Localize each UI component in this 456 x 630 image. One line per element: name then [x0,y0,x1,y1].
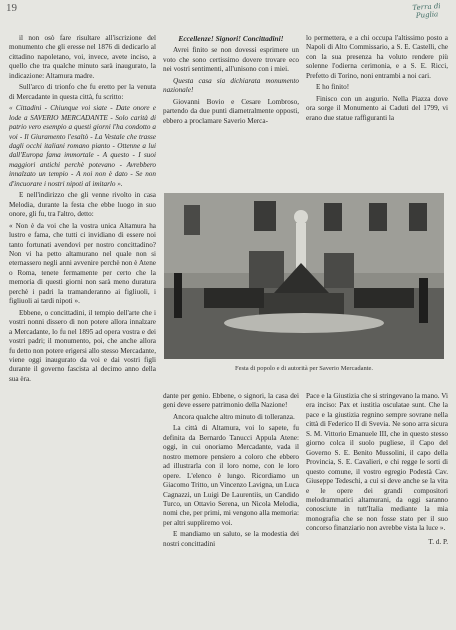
column-2 [163,34,299,126]
paragraph: La città di Altamura, voi lo sapete, fu definita da Bernardo Tanucci Appula Atene: oggi, in cui onoriamo Mercadante, vada il nostro memore pensiero a coloro che ebbero ad illustrarla con il loro nome, con le loro opere. L'elenco è lungo. Ricordiamo un Giacomo Tritto, un Vincenzo Lavigna, un Luca Cagnazzi, un Luigi De Laurentiis, un Candido Turco, un Ottavio Serena, un Nicola Melodia, nomi che, per primi, mi vengono alla memoria: per altri suppliremo voi. [163,424,299,527]
paragraph: E nell'indirizzo che gli venne rivolto in casa Melodia, durante la festa che ebbe luogo in suo onore, gli fu, tra l'altro, detto: [9,191,156,219]
column-2-lower [163,392,299,549]
paragraph: il non osò fare risultare all'iscrizione del monumento che gli eresse nel 1876 di dedicarlo al cittadino napoletano, voi, invece, avete inciso, a quello che tra qualche minuto sarà inaugurato, la indicazione: Altamura madre. [9,34,156,80]
column-1 [9,34,156,384]
paragraph: dante per genio. Ebbene, o signori, la casa dei geni deve essere patrimonio della Nazione! [163,392,299,410]
paragraph: Ancora qualche altro minuto di tolleranza. [173,412,295,421]
paragraph: Pace e la Giustizia che si stringevano la mano. Vi era inciso: Pax et iustitia osculatae sunt. Che la pace e la giustizia regnino sempre sovrane nella città di Federico II di Svevia. Ne sono arra sicura S. M. Vittorio Emanuele III, che in questo stesso giorno colca il suolo pugliese, il Capo del Governo S. E. Benito Mussolini, il capo della Provincia, S. E. Cavalieri, e chi regge le sorti di questo comune, il vostro egregio Podestà Cav. Giuseppe Tedeschi, a cui si deve anche se la vita e le opere dei grandi compositori melodrammatici altamurani, da oggi saranno conosciute in tutt'Italia mediante la mia monografia che se non fosse stato per il suo concorso finanziario non avrebbe vista la luce ». [306,392,448,533]
library-stamp: Terra di Puglia [412,2,441,20]
column-3 [306,34,448,123]
signature: T. d. P. [428,537,448,546]
photo-caption: Festa di popolo e di autorità per Saverio Mercadante. [234,365,374,372]
paragraph: Sull'arco di trionfo che fu eretto per la venuta di Mercadante in questa città, fu scritto: [9,83,156,101]
paragraph: E ho finito! [316,83,350,92]
paragraph: Giovanni Bovio e Cesare Lombroso, partendo da due punti diametralmente opposti, ebbero a proclamare Saverio Merca- [163,97,299,125]
paragraph: Finisco con un augurio. Nella Piazza dove ora sorge il Monumento ai Caduti del 1799, vi erano due statue raffiguranti la [306,94,448,122]
section-heading: Eccellenze! Signori! Concittadini! [178,34,284,43]
paragraph: « Cittadini - Chiunque voi siate - Date onore e lode a SAVERIO MERCADANTE - Solo carità di patrio vero esempio a questi giorni l'ha condotto a voi - Il Giuramento l'esaltò - La Vestale che trasse dagli occhi italiani romano pianto - Ottenne a lui dall'Europa fama immortale - A questo - I suoi maggiori antichi perchè potevano - Avrebbero innalzato un tempio - A noi non è dato - Se non d'incuorare i nostri nipoti al imitarlo ». [9,104,156,188]
column-3-lower [306,392,448,547]
paragraph: lo permettera, e a chi occupa l'altissimo posto a Napoli di Alto Commissario, a S. E. Castelli, che con la sua presenza ha voluto rendere più solenne l'odierna cerimonia, e a S. E. Ricci, Prefetto di Torino, noni entrambi a noi cari. [306,34,448,80]
ceremony-photo [164,193,444,359]
paragraph: E mandiamo un saluto, se la modestia dei nostri concittadini [163,530,299,548]
paragraph: Questa casa sia dichiarata monumento nazionale! [163,76,299,95]
paragraph: « Non è da voi che la vostra unica Altamura ha lustro e fama, che tutti ci invidiano di essere noi tanto fortunati avendovi per nostro concittadino? Non vi ha petto altamurano nel quale non si eternassero negli anni avvenire perchè non è Atene o Roma, tenete fermamente per certo che la memoria di questi giorni non sarà meno duratura perchè i padri la tramanderanno ai figliuoli, i figliuoli ai tardi nipoti ». [9,221,156,306]
page-number: 19 [6,2,17,14]
paragraph: Ebbene, o concittadini, il tempio dell'arte che i vostri nonni dissero di non potere allora innalzare a Mercadante, lo fu nel 1895 ad opera vostra e dei vostri padri; il monumento, poi, che anche allora fu detto non potere erigersi allo stesso Mercadante, viene oggi inaugurato da voi e dai vostri figli durante il governo fascista al decimo anno della sua èra. [9,308,156,383]
paragraph: Avrei finito se non dovessi esprimere un voto che sono certissimo dovere trovare eco nei vostri sentimenti, all'unisono con i miei. [163,46,299,74]
